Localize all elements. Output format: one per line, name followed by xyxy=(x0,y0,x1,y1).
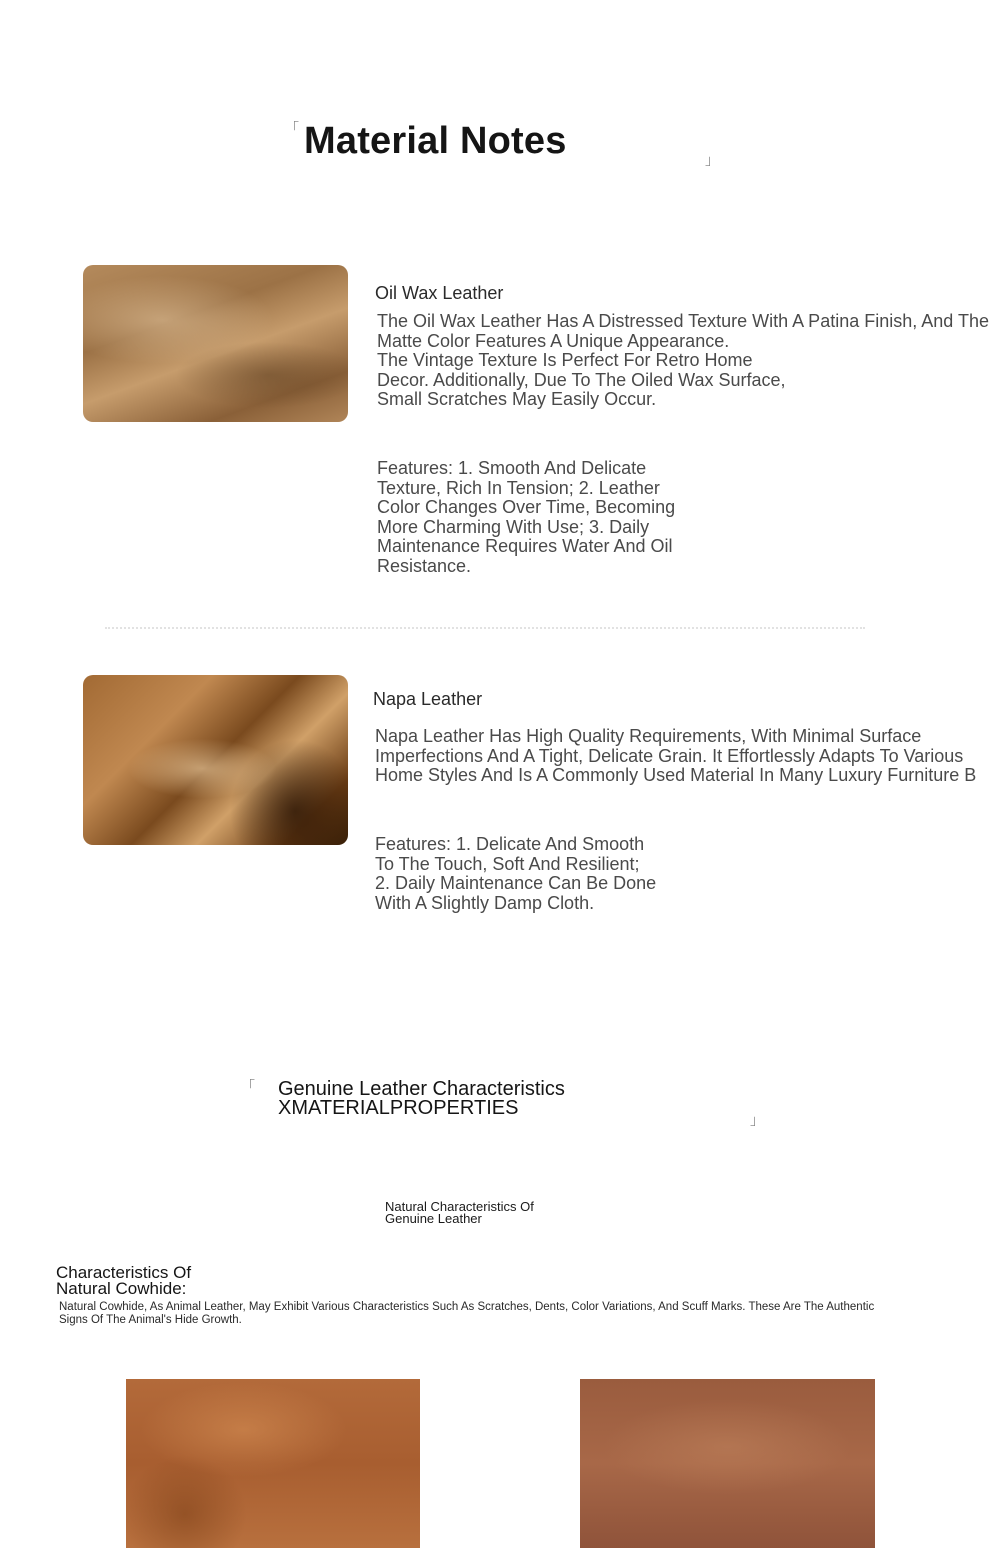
bracket-close: 」 xyxy=(705,153,719,169)
oil-wax-title: Oil Wax Leather xyxy=(375,283,504,303)
oil-wax-features: Features: 1. Smooth And Delicate Texture, Rich In Tension; 2. Leather Color Changes Over Time, Becoming More Charming With Use; 3. Daily Maintenance Requires Water And Oil Resistance. xyxy=(377,458,676,576)
cowhide-title: Characteristics Of Natural Cowhide: xyxy=(56,1263,192,1298)
napa-description: Napa Leather Has High Quality Requirements, With Minimal Surface Imperfections And A Tight, Delicate Grain. It Effortlessly Adapts To Various Home Styles And Is A Commonly Used Material In Many Luxury Furniture B xyxy=(375,726,977,785)
divider xyxy=(105,627,865,629)
cowhide-text: Natural Cowhide, As Animal Leather, May Exhibit Various Characteristics Such As Scratches, Dents, Color Variations, And Scuff Marks. These Are The Authentic Signs Of The Animal's Hide Growth. xyxy=(59,1301,875,1326)
page-title: Material Notes xyxy=(304,120,567,162)
napa-title: Napa Leather xyxy=(373,689,483,709)
cowhide-sample-image xyxy=(580,1379,875,1548)
napa-leather-image xyxy=(83,675,348,845)
bracket-open-2: 「 xyxy=(241,1079,255,1095)
napa-features: Features: 1. Delicate And Smooth To The Touch, Soft And Resilient; 2. Daily Maintenance Can Be Done With A Slightly Damp Cloth. xyxy=(375,834,657,913)
bracket-close-2: 」 xyxy=(750,1113,764,1129)
oil-wax-description: The Oil Wax Leather Has A Distressed Texture With A Patina Finish, And The Matte Color Features A Unique Appearance. The Vintage Texture Is Perfect For Retro Home Decor. Additionally, Due To The Oiled Wax Surface, Small Scratches May Easily Occur. xyxy=(377,311,989,409)
bracket-open: 「 xyxy=(285,121,299,137)
characteristics-title: Genuine Leather Characteristics XMATERIALPROPERTIES xyxy=(278,1078,565,1119)
characteristics-subhead: Natural Characteristics Of Genuine Leather xyxy=(385,1199,534,1226)
cowhide-sample-image xyxy=(126,1379,420,1548)
oil-wax-leather-image xyxy=(83,265,348,422)
